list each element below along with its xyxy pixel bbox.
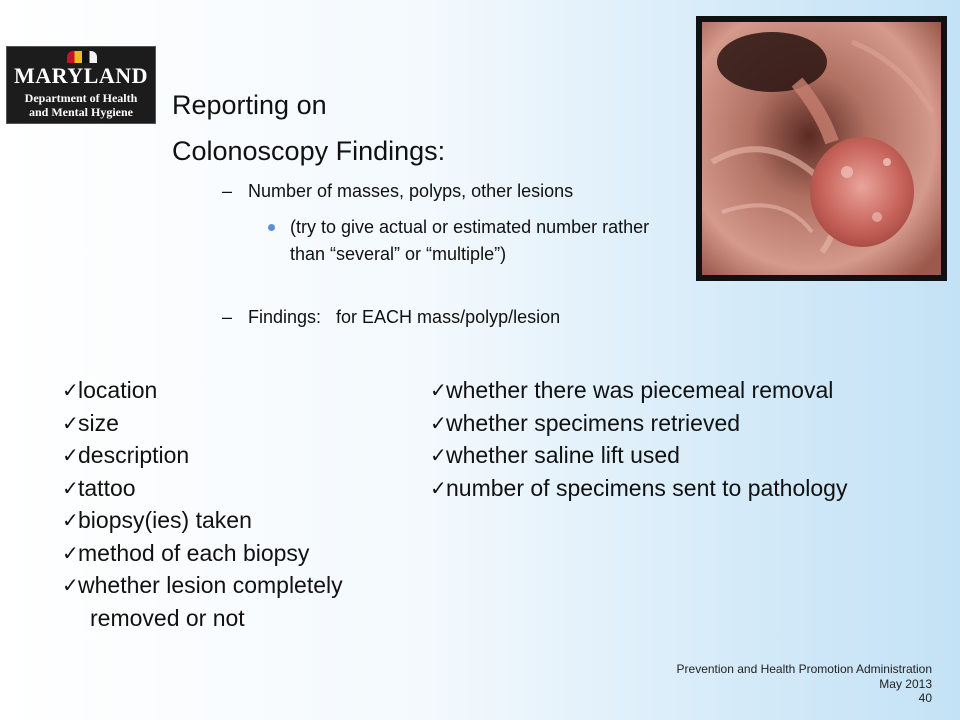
logo-line-3: and Mental Hygiene xyxy=(29,105,133,119)
list-item: ✓ number of specimens sent to pathology xyxy=(430,472,950,505)
checkmark-icon: ✓ xyxy=(430,475,447,500)
slide-number: 40 xyxy=(918,691,932,705)
dash-marker: – xyxy=(222,307,233,327)
checkmark-icon: ✓ xyxy=(62,475,79,500)
list-item: ✓ tattoo xyxy=(62,472,402,505)
mdh-logo xyxy=(6,46,156,124)
list-item: ✓ whether there was piecemeal removal xyxy=(430,374,950,407)
slide-title-line-2: Colonoscopy Findings: xyxy=(172,136,446,166)
checkmark-icon: ✓ xyxy=(62,410,79,435)
list-item: ✓ whether specimens retrieved xyxy=(430,407,950,440)
round-bullet-icon xyxy=(268,224,275,231)
checkmark-icon: ✓ xyxy=(430,410,447,435)
dash-item-findings xyxy=(222,307,560,328)
left-checklist xyxy=(62,374,402,634)
list-item-continuation: removed or not xyxy=(90,604,245,631)
checkmark-icon: ✓ xyxy=(62,443,79,467)
list-item: ✓ description xyxy=(62,439,402,472)
sub-bullet-text: (try to give actual or estimated number rather than “several” or “multiple”) xyxy=(290,217,650,264)
slide-title-line-1: Reporting on xyxy=(172,90,327,120)
right-checklist xyxy=(430,374,950,504)
maryland-flag-emblem xyxy=(67,51,97,63)
checkmark-icon: ✓ xyxy=(430,378,447,402)
dash-item-text: Findings: for EACH mass/polyp/lesion xyxy=(248,307,561,327)
slide-footer xyxy=(677,662,932,706)
logo-line-2: Department of Health xyxy=(24,91,138,105)
checkmark-icon: ✓ xyxy=(62,378,79,402)
list-item: ✓ size xyxy=(62,407,402,440)
list-item: ✓ whether lesion completely xyxy=(62,569,402,602)
list-item: ✓ whether saline lift used xyxy=(430,439,950,472)
list-item: ✓ method of each biopsy xyxy=(62,537,402,570)
dash-marker: – xyxy=(222,181,233,201)
checkmark-icon: ✓ xyxy=(62,508,79,532)
dash-item-text: Number of masses, polyps, other lesions xyxy=(248,181,574,201)
list-item: ✓ biopsy(ies) taken xyxy=(62,504,402,537)
footer-date: May 2013 xyxy=(879,676,932,691)
footer-org: Prevention and Health Promotion Administration xyxy=(676,662,932,676)
colonoscopy-polyp-image xyxy=(696,16,947,281)
list-item: ✓ location xyxy=(62,374,402,407)
checkmark-icon: ✓ xyxy=(62,573,79,597)
dash-item-masses-count xyxy=(222,181,573,202)
logo-line-1: MARYLAND xyxy=(14,63,148,88)
checkmark-icon: ✓ xyxy=(430,443,447,467)
checkmark-icon: ✓ xyxy=(62,540,79,565)
